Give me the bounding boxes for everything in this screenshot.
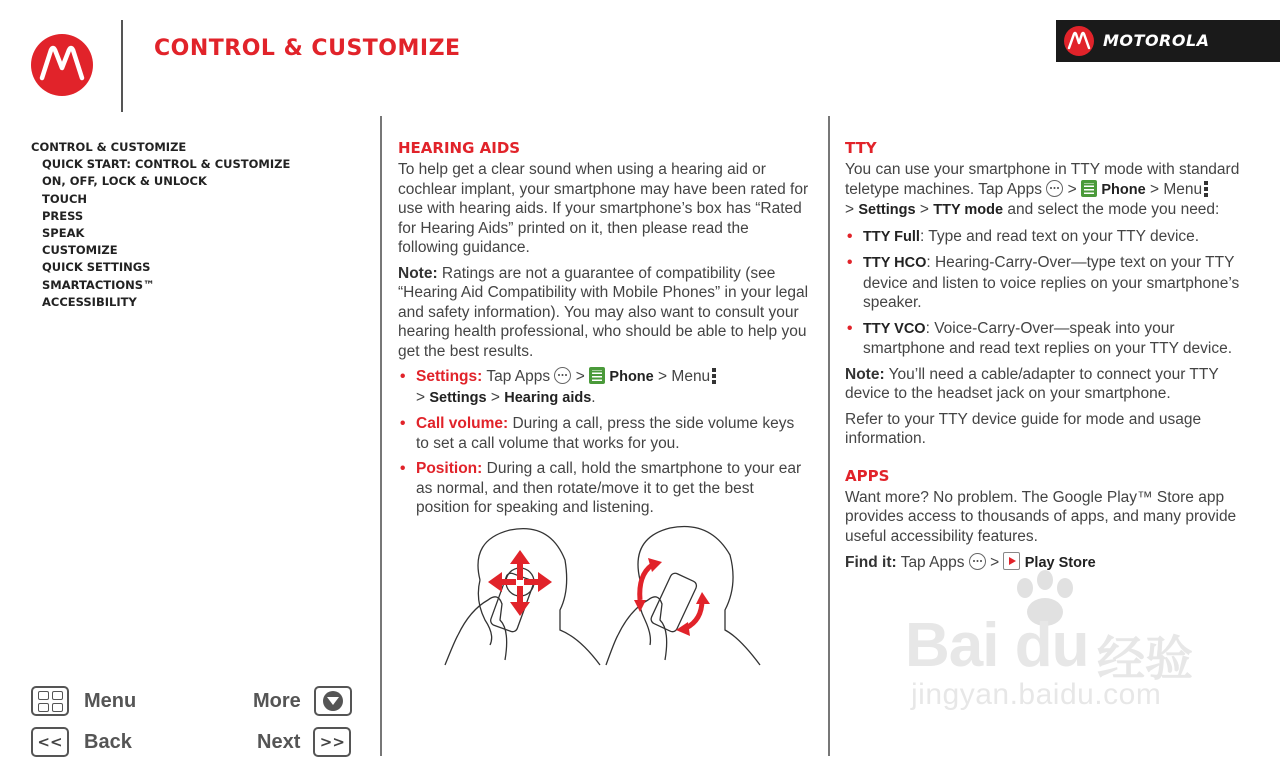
play-store-icon xyxy=(1003,552,1020,570)
apps-icon xyxy=(554,367,571,384)
column-divider-left xyxy=(380,116,382,756)
settings-label: Settings: xyxy=(416,368,483,385)
section-title-apps: APPS xyxy=(845,466,890,485)
tty-hco-term: TTY HCO xyxy=(863,255,927,271)
phone-icon xyxy=(1081,180,1097,197)
tty-note xyxy=(845,365,1257,404)
tty-intro-a: You can use your smartphone in TTY mode with standard teletype machines. Tap Apps xyxy=(845,161,1240,198)
bullet-tty-hco xyxy=(845,253,1257,313)
baidu-watermark xyxy=(905,570,1215,720)
toc-item-smartactions[interactable]: SMARTACTIONS™ xyxy=(42,277,155,292)
toc-item-on-off[interactable]: ON, OFF, LOCK & UNLOCK xyxy=(42,174,207,189)
bullet-dot: • xyxy=(847,254,853,271)
apps-icon xyxy=(969,553,986,570)
back-button[interactable] xyxy=(31,727,132,757)
settings-path: Settings xyxy=(858,202,916,218)
menu-icon xyxy=(1204,180,1208,197)
phone-icon xyxy=(589,367,605,384)
bullet-call-volume xyxy=(398,414,810,453)
tty-hco-text: : Hearing-Carry-Over—type text on your TTY device and listen to voice replies on your smartphone’s speaker. xyxy=(863,254,1240,311)
tap-apps-text: Tap Apps xyxy=(900,554,965,571)
call-volume-text: During a call, press the side volume keys to set a call volume that works for you. xyxy=(416,415,795,452)
toc-item-touch[interactable]: TOUCH xyxy=(42,191,88,206)
motorola-mini-logo-icon xyxy=(1064,26,1094,56)
play-store-label: Play Store xyxy=(1024,555,1096,571)
brand-name: MOTOROLA xyxy=(1103,31,1210,50)
tty-apps-section xyxy=(845,139,1257,580)
column-divider-right xyxy=(828,116,830,756)
bullet-dot: • xyxy=(400,415,406,432)
page-title: CONTROL & CUSTOMIZE xyxy=(154,36,461,61)
more-button[interactable] xyxy=(253,686,352,716)
tty-vco-term: TTY VCO xyxy=(863,320,926,337)
hearing-aids-path: Hearing aids xyxy=(504,389,592,406)
find-it-label: Find it: xyxy=(845,554,897,571)
toc-heading[interactable]: CONTROL & CUSTOMIZE xyxy=(31,140,187,154)
bullet-settings: • Settings: Tap Apps > Phone > Menu > Settings > Hearing aids. xyxy=(398,367,810,408)
hearing-aids-section xyxy=(398,139,810,524)
tty-full-term: TTY Full xyxy=(863,228,920,245)
bullet-dot: • xyxy=(847,227,853,245)
position-label: Position: xyxy=(416,460,483,477)
section-title-hearing-aids: HEARING AIDS xyxy=(398,139,521,157)
bullet-dot: • xyxy=(400,460,406,477)
header-divider xyxy=(121,20,123,112)
next-icon: >> xyxy=(313,727,351,757)
phone-label: Phone xyxy=(609,369,654,385)
tty-intro-b: and select the mode you need: xyxy=(1007,201,1220,218)
note-text: You’ll need a cable/adapter to connect your TTY device to the headset jack on your smartphone. xyxy=(845,365,1219,402)
back-icon: << xyxy=(31,727,69,757)
menu-button[interactable] xyxy=(31,686,136,716)
toc-item-quick-start[interactable]: QUICK START: CONTROL & CUSTOMIZE xyxy=(42,157,291,172)
menu-icon xyxy=(712,367,716,384)
next-button[interactable] xyxy=(257,727,351,757)
toc-item-speak[interactable]: SPEAK xyxy=(42,226,85,241)
note-text: Ratings are not a guarantee of compatibility (see “Hearing Aid Compatibility with Mobile Phones” in your legal and safety information). You may also want to consult your hearing health professional, who should be able to help you get the best results. xyxy=(398,264,809,360)
back-label: Back xyxy=(84,730,132,753)
toc-item-accessibility[interactable]: ACCESSIBILITY xyxy=(42,294,137,309)
menu-grid-icon xyxy=(31,686,69,716)
next-label: Next xyxy=(257,730,301,753)
apps-intro: Want more? No problem. The Google Play™ Store app provides access to thousands of apps, and many provide useful accessibility features. xyxy=(845,488,1237,545)
tap-apps-text: Tap Apps xyxy=(486,368,551,385)
watermark-url: jingyan.baidu.com xyxy=(911,678,1162,711)
position-text: During a call, hold the smartphone to your ear as normal, and then rotate/move it to get the best position for speaking and listening. xyxy=(416,460,802,516)
settings-path: Settings xyxy=(429,389,487,406)
hearing-note xyxy=(398,264,810,362)
watermark-cn: 经验 xyxy=(1097,631,1194,687)
bullet-dot: • xyxy=(400,368,406,385)
call-volume-label: Call volume: xyxy=(416,415,509,432)
bullet-tty-full xyxy=(845,227,1257,248)
tty-mode-path: TTY mode xyxy=(933,202,1004,218)
more-label: More xyxy=(253,689,301,712)
note-label: Note: xyxy=(398,264,438,282)
bullet-dot: • xyxy=(847,319,853,337)
menu-label: Menu xyxy=(84,689,137,712)
menu-label: Menu xyxy=(671,368,711,385)
motorola-logo-icon xyxy=(31,34,93,96)
menu-label: Menu xyxy=(1163,180,1203,198)
phone-label: Phone xyxy=(1101,181,1146,198)
note-label: Note: xyxy=(845,365,885,383)
apps-find-it: Find it: Tap Apps > Play Store xyxy=(845,554,1096,571)
more-down-icon xyxy=(314,686,352,716)
tty-intro: You can use your smartphone in TTY mode with standard teletype machines. Tap Apps > Phone > Menu > Settings > TTY mode and select the mode you need: xyxy=(845,161,1240,218)
apps-icon xyxy=(1046,180,1063,197)
watermark-logo: Bai du xyxy=(905,611,1089,680)
toc-item-customize[interactable]: CUSTOMIZE xyxy=(42,243,118,258)
table-of-contents xyxy=(31,139,290,311)
bullet-position xyxy=(398,459,810,518)
hearing-intro: To help get a clear sound when using a hearing aid or cochlear implant, your smartphone may have been rated for use with hearing aids. If your smartphone’s box has “Rated for Hearing Aids” printed on it, then please read the following guidance. xyxy=(398,161,809,256)
brand-bar xyxy=(1056,20,1280,62)
tty-full-text: : Type and read text on your TTY device. xyxy=(919,227,1200,245)
tty-vco-text: : Voice-Carry-Over—speak into your smartphone and read text replies on your TTY device. xyxy=(863,319,1233,357)
section-title-tty: TTY xyxy=(845,139,877,157)
bullet-tty-vco xyxy=(845,319,1257,359)
toc-item-quick-settings[interactable]: QUICK SETTINGS xyxy=(42,260,151,275)
tty-refer: Refer to your TTY device guide for mode and usage information. xyxy=(845,410,1202,447)
phone-position-illustration xyxy=(440,520,770,680)
toc-item-press[interactable]: PRESS xyxy=(42,208,84,223)
